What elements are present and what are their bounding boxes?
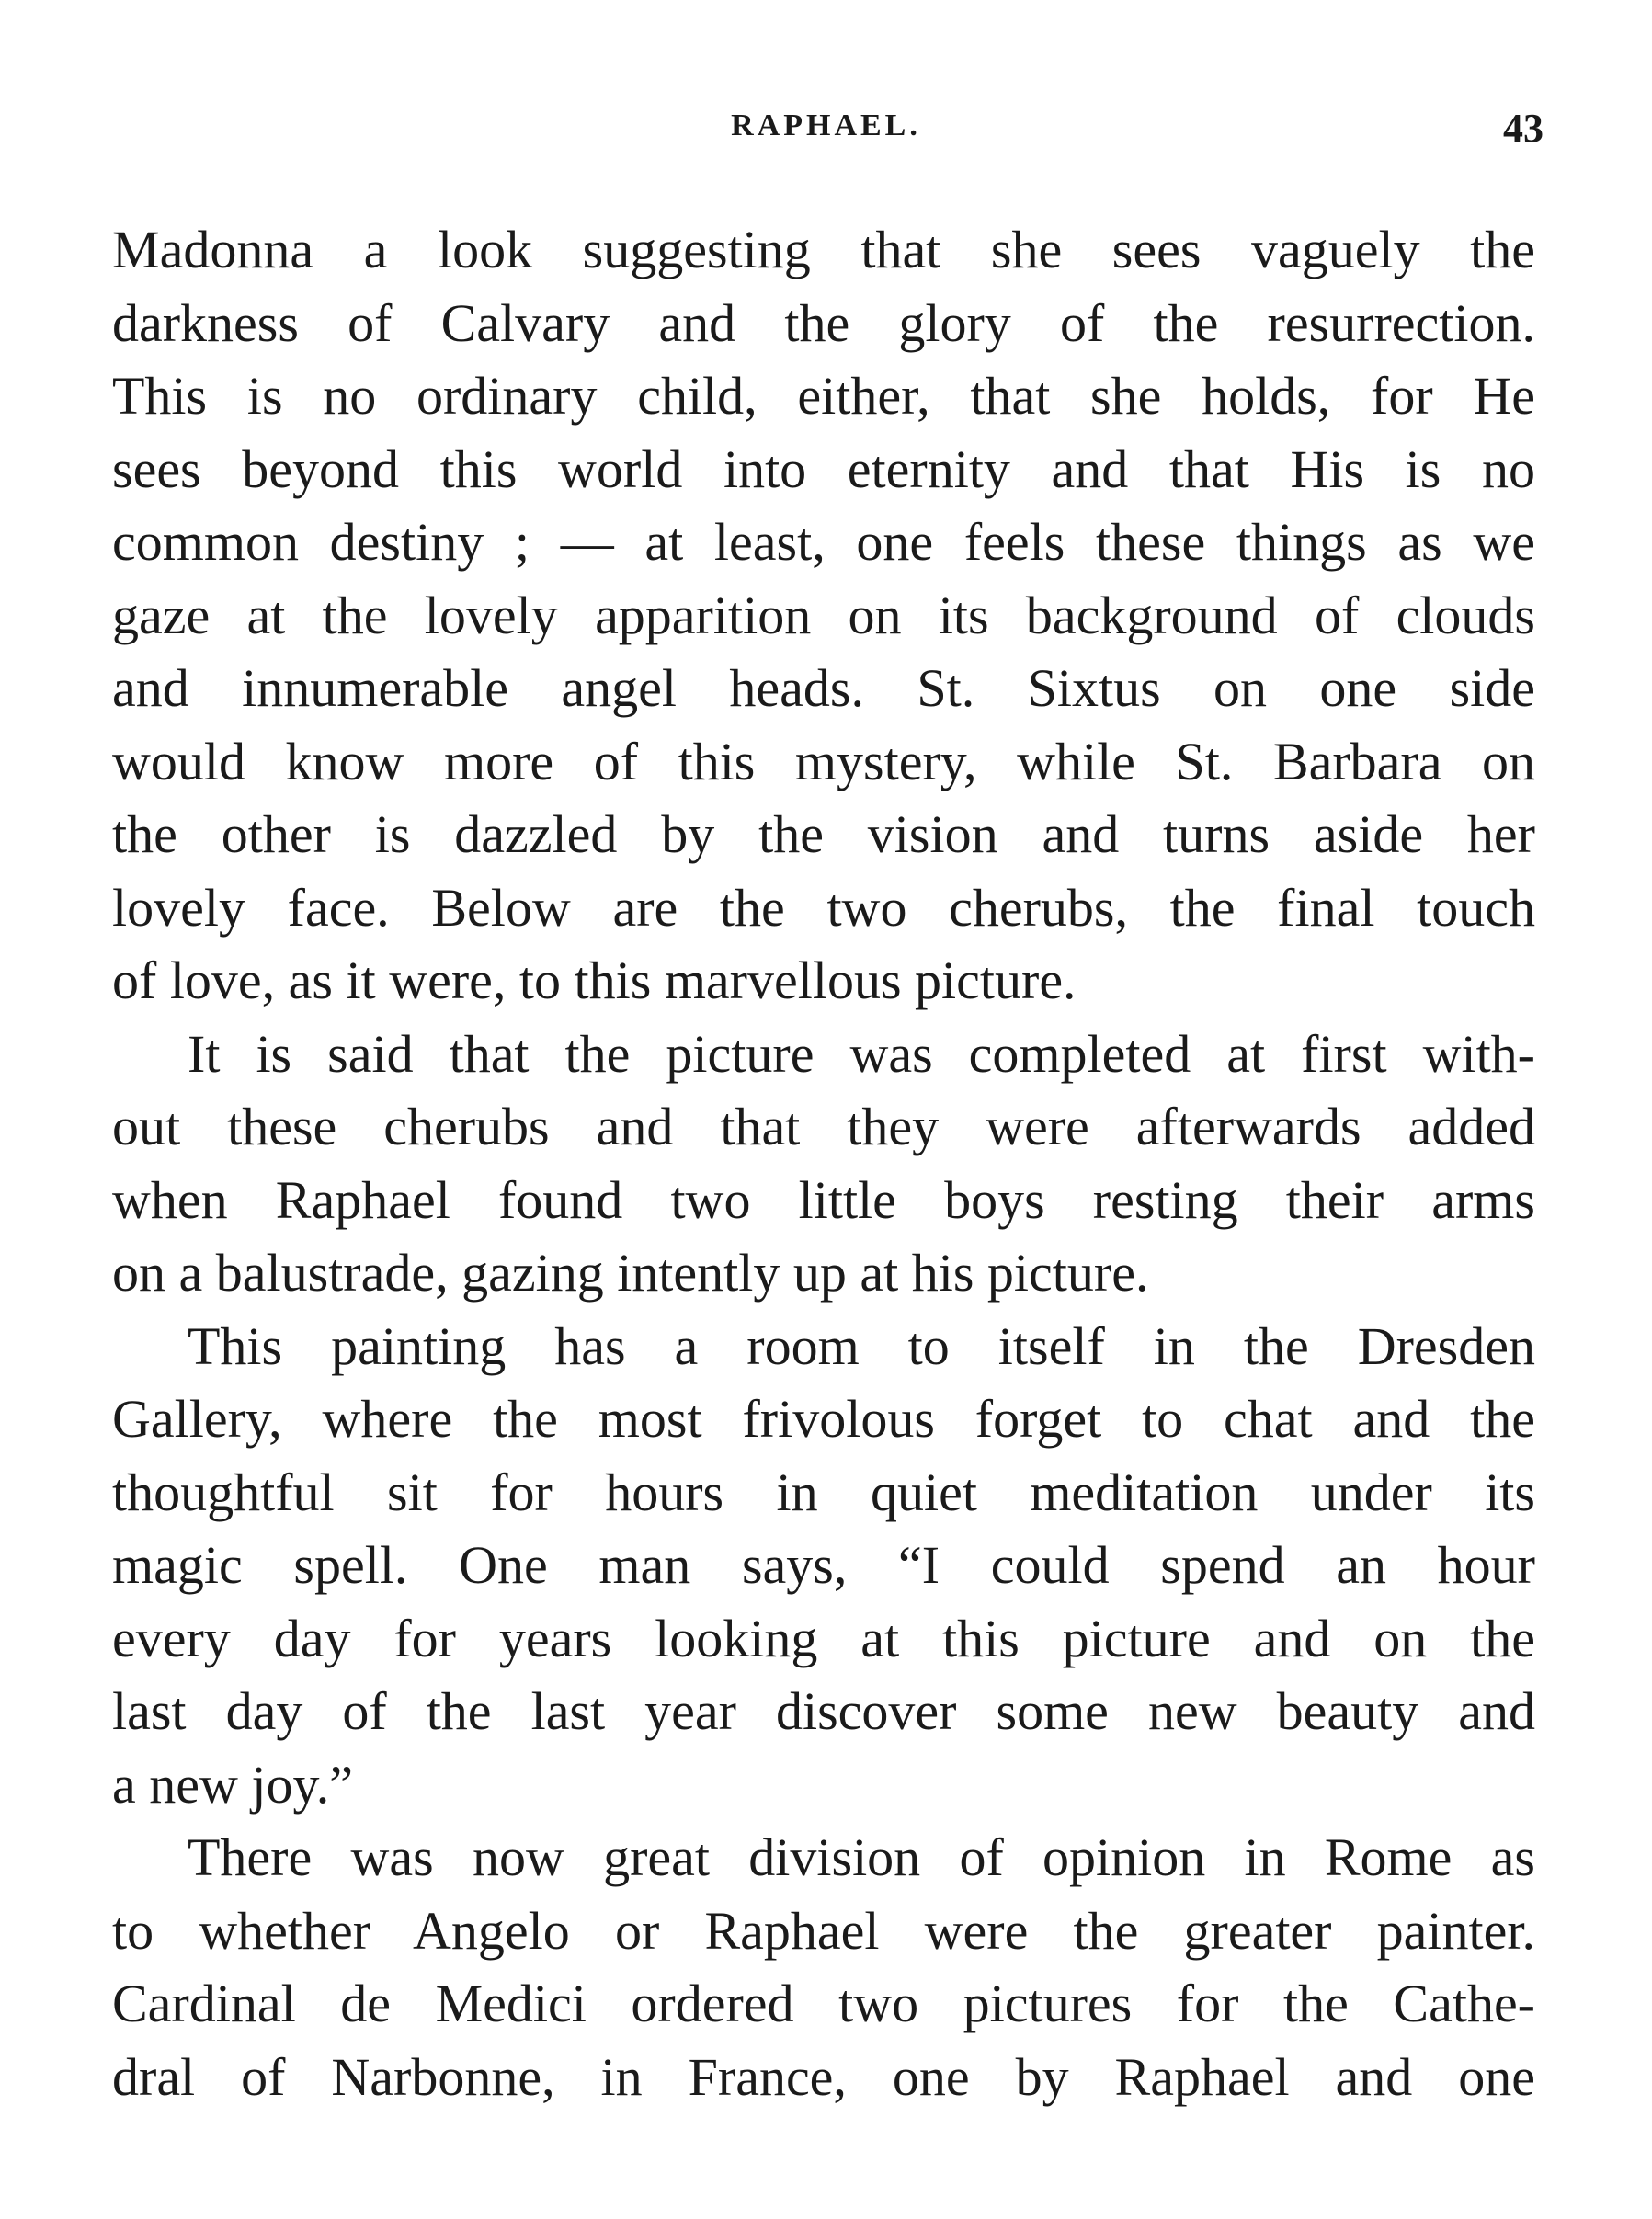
text-line: to whether Angelo or Raphael were the greater painter. [112,1900,1535,1961]
text-line: every day for years looking at this picture and on the [112,1608,1535,1668]
text-line: a new joy.” [112,1754,353,1815]
paragraph [112,1310,1535,1822]
paragraph [112,1018,1535,1310]
text-line: dral of Narbonne, in France, one by Raphael and one [112,2046,1535,2107]
text-line: gaze at the lovely apparition on its background of clouds [112,585,1535,645]
paragraph [112,213,1535,1018]
text-line: would know more of this mystery, while St. Barbara on [112,731,1535,791]
paragraph [112,1821,1535,2113]
text-line: magic spell. One man says, “I could spend an hour [112,1535,1535,1595]
text-line: out these cherubs and that they were afterwards added [112,1097,1535,1156]
text-line: This painting has a room to itself in the Dresden [188,1315,1535,1376]
text-line: when Raphael found two little boys resting their arms [112,1169,1535,1230]
text-line: lovely face. Below are the two cherubs, the final touch [112,877,1535,938]
body-text [112,213,1535,2113]
text-line: It is said that the picture was completed at first with- [188,1023,1535,1084]
running-title: RAPHAEL. [731,108,921,142]
text-line: Madonna a look suggesting that she sees vaguely the [112,220,1535,279]
running-head [0,108,1652,164]
text-line: darkness of Calvary and the glory of the resurrection. [112,292,1535,353]
text-line: last day of the last year discover some new beauty and [112,1681,1535,1741]
text-line: This is no ordinary child, either, that she holds, for He [112,366,1535,426]
text-line: Gallery, where the most frivolous forget to chat and the [112,1389,1535,1449]
text-line: the other is dazzled by the vision and turns aside her [112,804,1535,864]
text-line: Cardinal de Medici ordered two pictures for the Cathe- [112,1974,1535,2033]
text-line: thoughtful sit for hours in quiet meditation under its [112,1462,1535,1522]
text-line: and innumerable angel heads. St. Sixtus on one side [112,658,1535,718]
text-line: on a balustrade, gazing intently up at his picture. [112,1243,1149,1303]
text-line: There was now great division of opinion in Rome as [188,1827,1535,1887]
text-line: sees beyond this world into eternity and that His is no [112,438,1535,499]
page-number: 43 [1503,106,1544,151]
text-line: common destiny ; — at least, one feels these things as we [112,512,1535,572]
text-line: of love, as it were, to this marvellous picture. [112,950,1077,1010]
